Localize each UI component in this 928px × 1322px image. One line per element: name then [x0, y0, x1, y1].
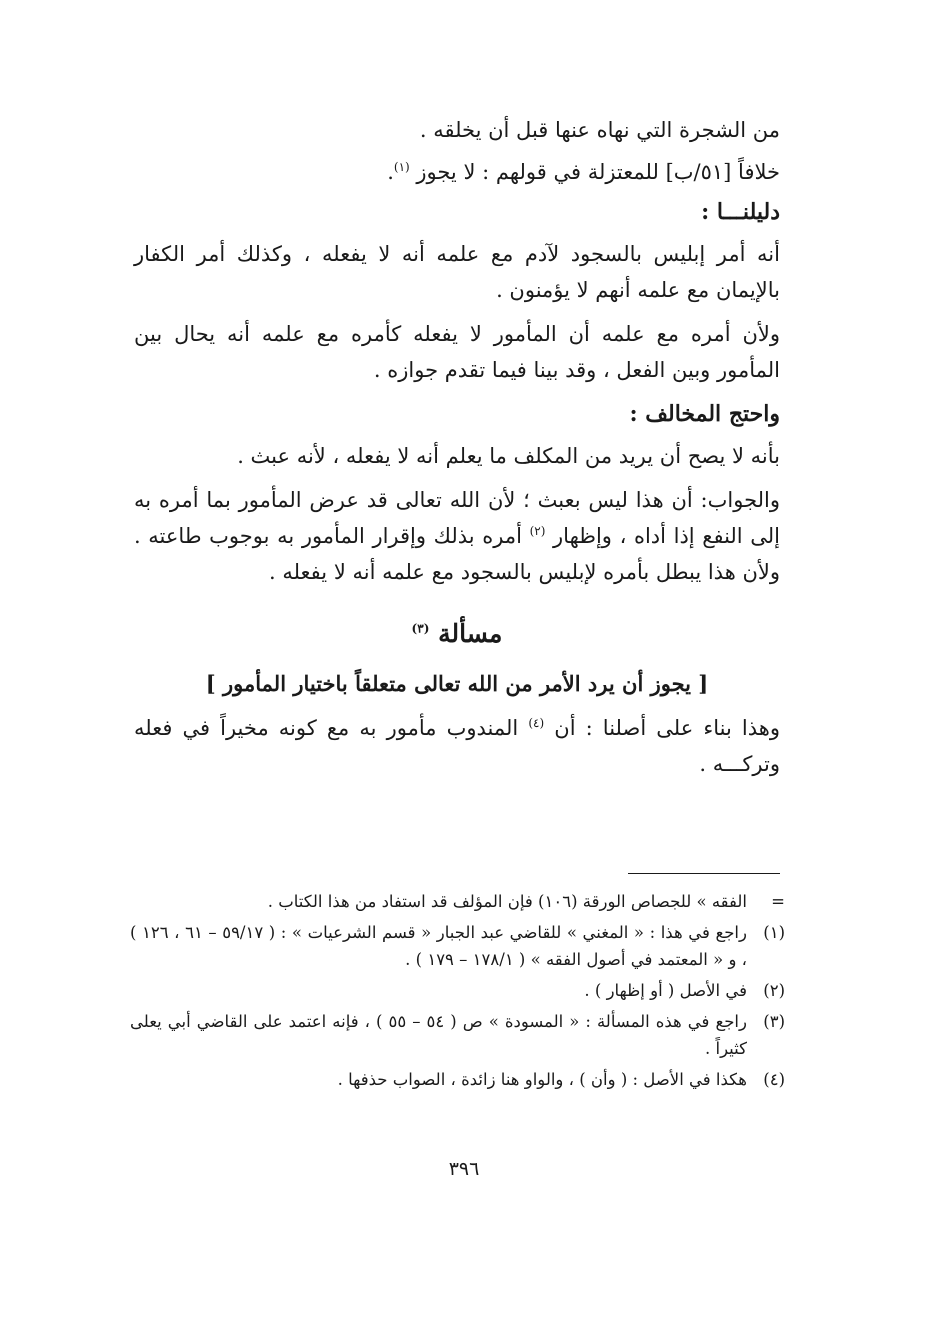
paragraph: والجواب: أن هذا ليس بعبث ؛ لأن الله تعالى قد عرض المأمور بما أمره به إلى النفع إذا أداه ، وإظهار $^{(٢)}$ أمره بذلك وإقرار المأمور به بوجوب طاعته . ولأن هذا يبطل بأمره لإبليس بالسجود مع علمه أنه لا يفعله . [134, 488, 780, 584]
footnote-number: (٢) [763, 981, 785, 1000]
footnote-number: = [771, 892, 785, 911]
footnote-ref[interactable]: (٤) [528, 716, 545, 730]
paragraph: أنه أمر إبليس بالسجود لآدم مع علمه أنه لا يفعله ، وكذلك أمر الكفار بالإيمان مع علمه أنهم لا يؤمنون . [134, 242, 780, 302]
paragraph: ولأن أمره مع علمه أن المأمور لا يفعله كأمره مع علمه أنه يحال بين المأمور وبين الفعل ، وقد بينا فيما تقدم جوازه . [134, 322, 780, 382]
footnote-ref[interactable]: (٢) [529, 524, 546, 538]
footnote-number: (١) [763, 923, 785, 942]
paragraph: وهذا بناء على أصلنا : أن $^{(٤)}$ المندوب مأمور به مع كونه مخيراً في فعله وتركـــه . [134, 716, 780, 776]
footnote-text: هكذا في الأصل : ( وأن ) ، والواو هنا زائدة ، الصواب حذفها . [337, 1070, 747, 1089]
footnote-text: الفقه » للجصاص الورقة (١٠٦) فإن المؤلف قد استفاد من هذا الكتاب . [267, 892, 747, 911]
footnote-ref[interactable]: (١) [393, 160, 410, 174]
text-line: خلافاً [٥١/ب] للمعتزلة في قولهم : لا يجوز $^{(١)}$. [387, 160, 780, 184]
footnote-item [130, 977, 785, 1004]
footnote-divider [628, 873, 780, 874]
footnote-item [130, 1008, 785, 1062]
footnote-number: (٣) [763, 1012, 785, 1031]
page-number: ٣٩٦ [448, 1158, 480, 1180]
footnote-ref[interactable]: (٣) [411, 621, 430, 636]
main-text [134, 112, 780, 790]
footnote-item [130, 888, 785, 915]
footnote-text: راجع في هذه المسألة : « المسودة » ص ( ٥٤ – ٥٥ ) ، فإنه اعتمد على القاضي أبي يعلى كثيراً . [130, 1012, 747, 1058]
footnote-text: في الأصل ( أو إظهار ) . [584, 981, 747, 1000]
text-line: من الشجرة التي نهاه عنها قبل أن يخلقه . [419, 118, 780, 142]
footnote-number: (٤) [763, 1070, 785, 1089]
footnotes [130, 888, 785, 1097]
footnote-text: راجع في هذا : « المغني » للقاضي عبد الجبار « قسم الشرعيات » : ( ٥٩/١٧ – ٦١ ، ١٢٦ ) ، و « المعتمد في أصول الفقه » ( ١٧٨/١ – ١٧٩ ) . [130, 923, 747, 969]
heading-opponent-argument: واحتج المخالف : [629, 401, 780, 427]
footnote-item [130, 919, 785, 973]
section-title: مسألة $^{(٣)}$ [411, 619, 503, 648]
footnote-item [130, 1066, 785, 1093]
paragraph: بأنه لا يصح أن يريد من المكلف ما يعلم أنه لا يفعله ، لأنه عبث . [237, 444, 780, 468]
heading-our-evidence: دليلنـــا : [701, 199, 780, 225]
section-subtitle: [ يجوز أن يرد الأمر من الله تعالى متعلقاً باختيار المأمور ] [205, 671, 709, 696]
